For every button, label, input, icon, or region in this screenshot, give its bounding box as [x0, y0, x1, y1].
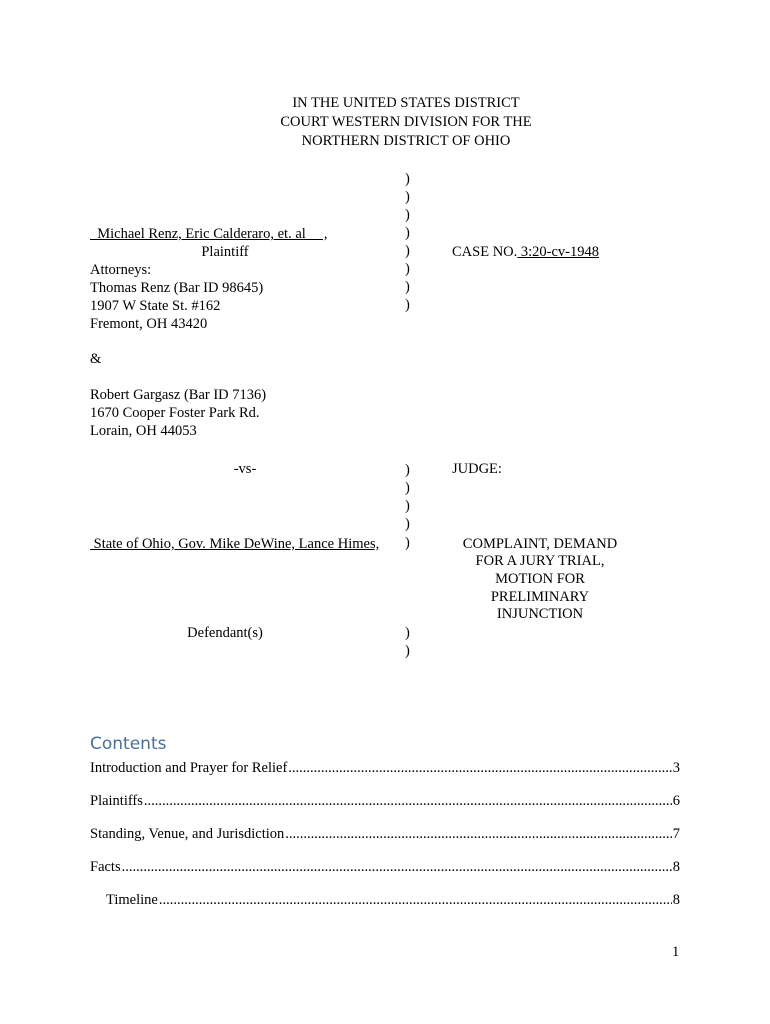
attorney-2-address-line-1: 1670 Cooper Foster Park Rd.	[90, 405, 260, 421]
toc-entry-title: Facts	[90, 859, 121, 875]
case-number	[452, 243, 599, 261]
case-number-label: CASE NO.	[452, 244, 518, 260]
page-number: 1	[672, 944, 680, 960]
toc-entry[interactable]	[90, 825, 680, 843]
toc-entry-page: 8	[672, 859, 680, 875]
case-number-value: 3:20-cv-1948	[517, 244, 600, 260]
court-header-line-1: IN THE UNITED STATES DISTRICT	[292, 95, 520, 111]
toc-entry[interactable]	[90, 759, 680, 777]
caption-paren: )	[405, 498, 410, 514]
caption-paren: )	[405, 243, 410, 259]
caption-paren: )	[405, 535, 410, 551]
attorney-1-address-line-2: Fremont, OH 43420	[90, 316, 208, 332]
toc-dot-leader	[122, 858, 672, 876]
caption-paren: )	[405, 261, 410, 277]
toc-entry-title: Plaintiffs	[90, 793, 143, 809]
toc-entry-title: Introduction and Prayer for Relief	[90, 760, 288, 776]
versus-label: -vs-	[233, 461, 257, 477]
toc-dot-leader	[159, 891, 672, 909]
toc-entry[interactable]	[90, 792, 680, 810]
toc-entry[interactable]	[90, 858, 680, 876]
caption-paren: )	[405, 189, 410, 205]
toc-entry-page: 3	[672, 760, 680, 776]
document-title-line-3: MOTION FOR	[495, 571, 585, 587]
attorneys-label: Attorneys:	[90, 262, 152, 278]
plaintiff-names: Michael Renz, Eric Calderaro, et. al ,	[90, 226, 328, 242]
document-title-line-1: COMPLAINT, DEMAND	[462, 536, 618, 552]
caption-paren: )	[405, 516, 410, 532]
attorney-2-address-line-2: Lorain, OH 44053	[90, 423, 197, 439]
caption-paren: )	[405, 643, 410, 659]
caption-paren: )	[405, 480, 410, 496]
caption-paren: )	[405, 297, 410, 313]
toc-dot-leader	[144, 792, 672, 810]
toc-entry-title: Standing, Venue, and Jurisdiction	[90, 826, 285, 842]
defendant-names: State of Ohio, Gov. Mike DeWine, Lance Himes,	[90, 536, 380, 552]
toc-dot-leader	[285, 825, 671, 843]
document-title-line-4: PRELIMINARY	[490, 589, 590, 605]
ampersand: &	[90, 351, 102, 367]
caption-paren: )	[405, 207, 410, 223]
judge-label: JUDGE:	[452, 461, 502, 477]
document-title-line-2: FOR A JURY TRIAL,	[475, 553, 605, 569]
toc-entry-title: Timeline	[106, 892, 158, 908]
attorney-1-name: Thomas Renz (Bar ID 98645)	[90, 280, 264, 296]
toc-entry-page: 7	[672, 826, 680, 842]
toc-entry-page: 6	[672, 793, 680, 809]
caption-paren: )	[405, 171, 410, 187]
toc-entry[interactable]	[106, 891, 680, 909]
caption-paren: )	[405, 279, 410, 295]
court-header-line-3: NORTHERN DISTRICT OF OHIO	[301, 133, 511, 149]
toc-dot-leader	[288, 759, 671, 777]
court-header-line-2: COURT WESTERN DIVISION FOR THE	[280, 114, 532, 130]
document-title-line-5: INJUNCTION	[496, 606, 584, 622]
attorney-2-name: Robert Gargasz (Bar ID 7136)	[90, 387, 267, 403]
contents-heading: Contents	[90, 734, 167, 754]
caption-paren: )	[405, 625, 410, 641]
caption-paren: )	[405, 225, 410, 241]
plaintiff-role: Plaintiff	[201, 244, 249, 260]
attorney-1-address-line-1: 1907 W State St. #162	[90, 298, 221, 314]
caption-paren: )	[405, 462, 410, 478]
toc-entry-page: 8	[672, 892, 680, 908]
defendant-role: Defendant(s)	[187, 625, 263, 641]
